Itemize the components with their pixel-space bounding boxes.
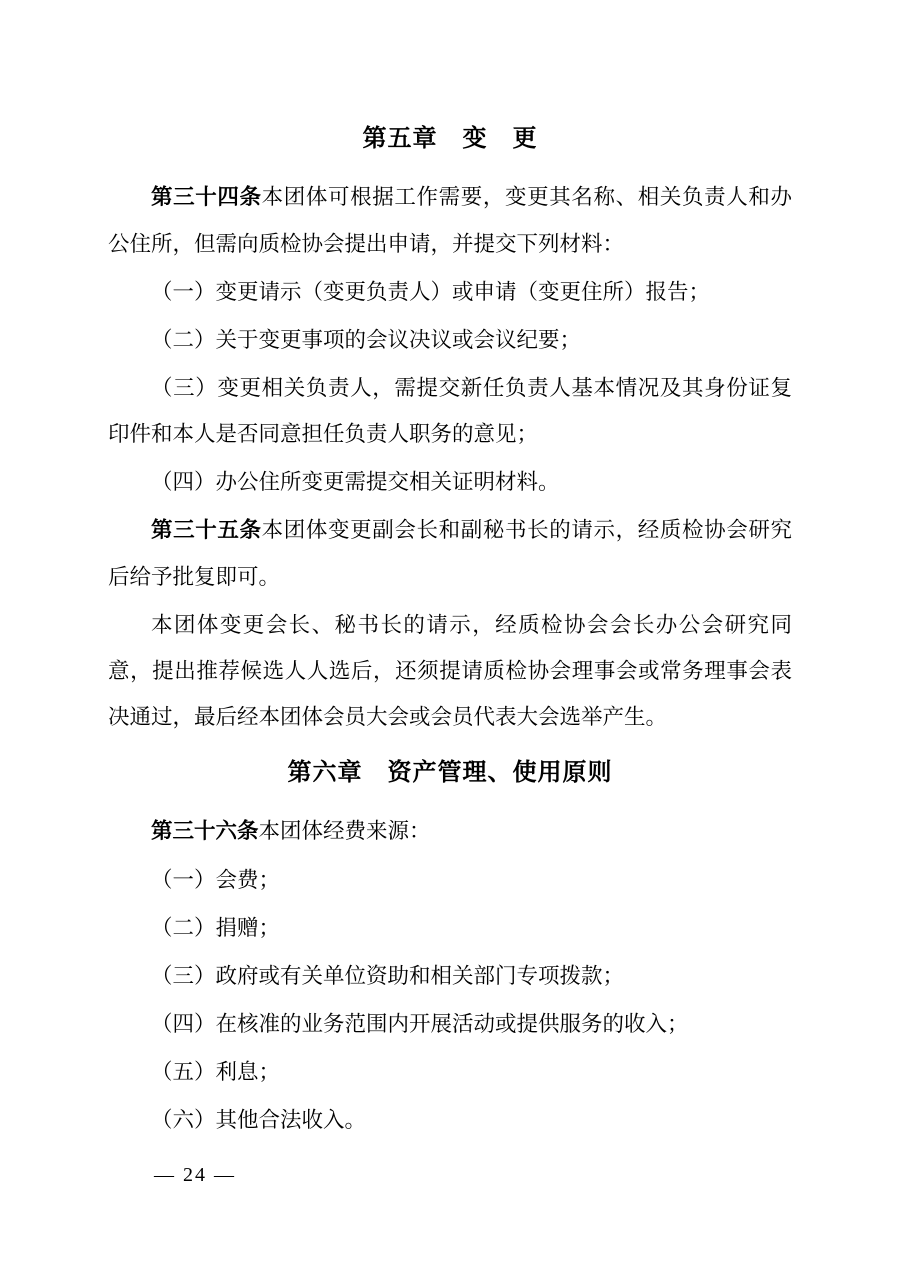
chapter-heading-6: 第六章 资产管理、使用原则: [287, 758, 613, 786]
list-item-36-5: （五）利息；: [151, 1060, 281, 1084]
list-item-34-2: （二）关于变更事项的会议决议或会议纪要；: [151, 328, 582, 352]
list-item-36-1: （一）会费；: [151, 868, 281, 892]
list-item-36-3: （三）政府或有关单位资助和相关部门专项拨款；: [151, 964, 625, 988]
article-34-label: 第三十四条: [151, 185, 262, 210]
article-34: [108, 174, 792, 267]
article-36-label: 第三十六条: [151, 819, 259, 844]
list-item-34-1: （一）变更请示（变更负责人）或申请（变更住所）报告；: [151, 280, 711, 304]
chapter-heading-5: 第五章 变 更: [362, 124, 538, 152]
article-35-text: 本团体变更副会长和副秘书长的请示，经质检协会研究后给予批复即可。: [108, 518, 792, 589]
list-item-36-6: （六）其他合法收入。: [151, 1108, 367, 1132]
paragraph-35-continued: 本团体变更会长、秘书长的请示，经质检协会会长办公会研究同意，提出推荐候选人人选后，还须提请质检协会理事会或常务理事会表决通过，最后经本团体会员大会或会员代表大会选举产生。: [108, 613, 792, 729]
list-item-34-3: （三）变更相关负责人，需提交新任负责人基本情况及其身份证复印件和本人是否同意担任负责人职务的意见；: [108, 376, 792, 446]
article-36: [108, 808, 792, 855]
article-36-text: 本团体经费来源：: [258, 819, 431, 843]
list-item-36-4: （四）在核准的业务范围内开展活动或提供服务的收入；: [151, 1012, 689, 1036]
document-body: [108, 120, 792, 1145]
article-34-text: 本团体可根据工作需要，变更其名称、相关负责人和办公住所，但需向质检协会提出申请，并提交下列材料：: [108, 185, 792, 256]
list-item-34-4: （四）办公住所变更需提交相关证明材料。: [151, 470, 560, 494]
article-35: [108, 507, 792, 600]
article-35-label: 第三十五条: [151, 518, 262, 543]
list-item-36-2: （二）捐赠；: [151, 916, 281, 940]
page-number: — 24 —: [154, 1164, 236, 1186]
